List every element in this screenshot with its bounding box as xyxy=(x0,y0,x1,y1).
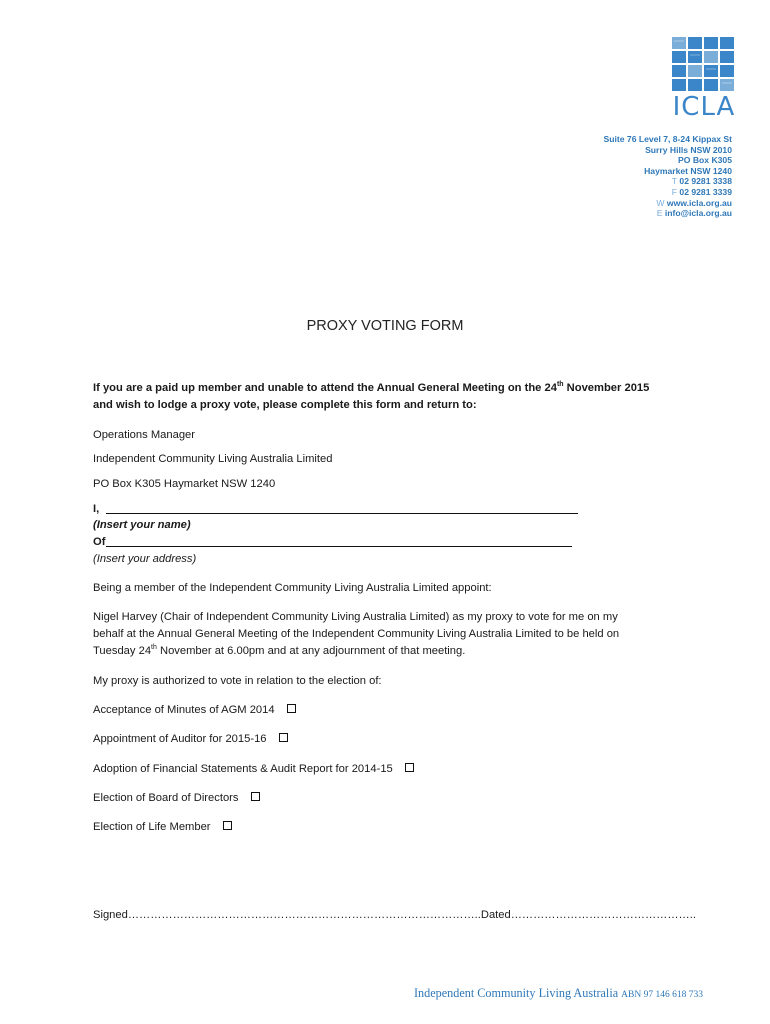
checkbox-minutes[interactable] xyxy=(287,704,296,713)
option-auditor xyxy=(93,733,288,745)
checkbox-financial[interactable] xyxy=(405,763,414,772)
name-input-line[interactable] xyxy=(106,513,578,514)
option-label: Election of Board of Directors xyxy=(93,792,239,804)
proxy-line-3b: November at 6.00pm and at any adjournment of that meeting. xyxy=(156,645,466,657)
contact-block xyxy=(604,134,732,219)
intro-text-1: If you are a paid up member and unable to attend the Annual General Meeting on the 24 xyxy=(93,382,557,394)
page-title: PROXY VOTING FORM xyxy=(306,318,464,334)
signature-line[interactable]: Signed…………………………………………………………………………………..Dated………………………………………….. xyxy=(93,909,696,921)
footer-abn: ABN 97 146 618 733 xyxy=(621,990,703,1000)
po-box: PO Box K305 Haymarket NSW 1240 xyxy=(93,478,276,490)
web-prefix: W xyxy=(656,197,665,208)
intro-line-1 xyxy=(93,382,649,394)
fax-line xyxy=(604,187,732,198)
address-line-2: Surry Hills NSW 2010 xyxy=(645,144,732,155)
option-financial xyxy=(93,763,414,775)
address-hint: (Insert your address) xyxy=(93,553,197,565)
phone-line xyxy=(604,176,732,187)
organisation: Independent Community Living Australia Limited xyxy=(93,453,333,465)
name-hint: (Insert your name) xyxy=(93,519,191,531)
email-prefix: E xyxy=(656,208,663,219)
intro-line-2: and wish to lodge a proxy vote, please complete this form and return to: xyxy=(93,399,477,411)
po-box-line: PO Box K305 xyxy=(678,155,732,166)
checkbox-life-member[interactable] xyxy=(223,821,232,830)
option-board xyxy=(93,792,260,804)
phone-number: 02 9281 3338 xyxy=(679,176,732,187)
fax-number: 02 9281 3339 xyxy=(679,186,732,197)
email-line xyxy=(604,208,732,219)
recipient: Operations Manager xyxy=(93,429,195,441)
option-life-member xyxy=(93,821,232,833)
option-label: Adoption of Financial Statements & Audit Report for 2014-15 xyxy=(93,763,393,775)
appoint-text: Being a member of the Independent Community Living Australia Limited appoint: xyxy=(93,582,492,594)
intro-text-2: November 2015 xyxy=(563,382,650,394)
proxy-line-3 xyxy=(93,645,465,657)
checkbox-board[interactable] xyxy=(251,792,260,801)
authorized-text: My proxy is authorized to vote in relation to the election of: xyxy=(93,675,382,687)
proxy-line-2: behalf at the Annual General Meeting of the Independent Community Living Australia Limited to be held on xyxy=(93,628,620,640)
footer xyxy=(414,986,703,1001)
address-line-1: Suite 76 Level 7, 8-24 Kippax St xyxy=(603,134,732,144)
option-label: Acceptance of Minutes of AGM 2014 xyxy=(93,704,275,716)
web-line xyxy=(604,198,732,209)
proxy-line-3a: Tuesday 24 xyxy=(93,645,152,657)
address-input-line[interactable] xyxy=(106,546,572,547)
po-box-suburb-line: Haymarket NSW 1240 xyxy=(644,165,732,176)
option-label: Election of Life Member xyxy=(93,821,211,833)
intro-sup: th xyxy=(556,381,564,388)
footer-org: Independent Community Living Australia xyxy=(414,986,619,1000)
checkbox-auditor[interactable] xyxy=(279,733,288,742)
icla-logo-icon xyxy=(672,37,734,91)
option-minutes xyxy=(93,704,296,716)
name-label: I, xyxy=(93,503,100,515)
logo-wordmark: ICLA xyxy=(672,92,736,122)
proxy-line-1: Nigel Harvey (Chair of Independent Community Living Australia Limited) as my proxy to vote for me on my xyxy=(93,611,618,623)
email-link[interactable]: info@icla.org.au xyxy=(664,208,732,219)
phone-prefix: T xyxy=(671,176,678,187)
web-link[interactable]: www.icla.org.au xyxy=(666,197,732,208)
option-label: Appointment of Auditor for 2015-16 xyxy=(93,733,267,745)
fax-prefix: F xyxy=(671,186,678,197)
proxy-sup: th xyxy=(151,644,157,651)
address-label: Of xyxy=(93,536,106,548)
